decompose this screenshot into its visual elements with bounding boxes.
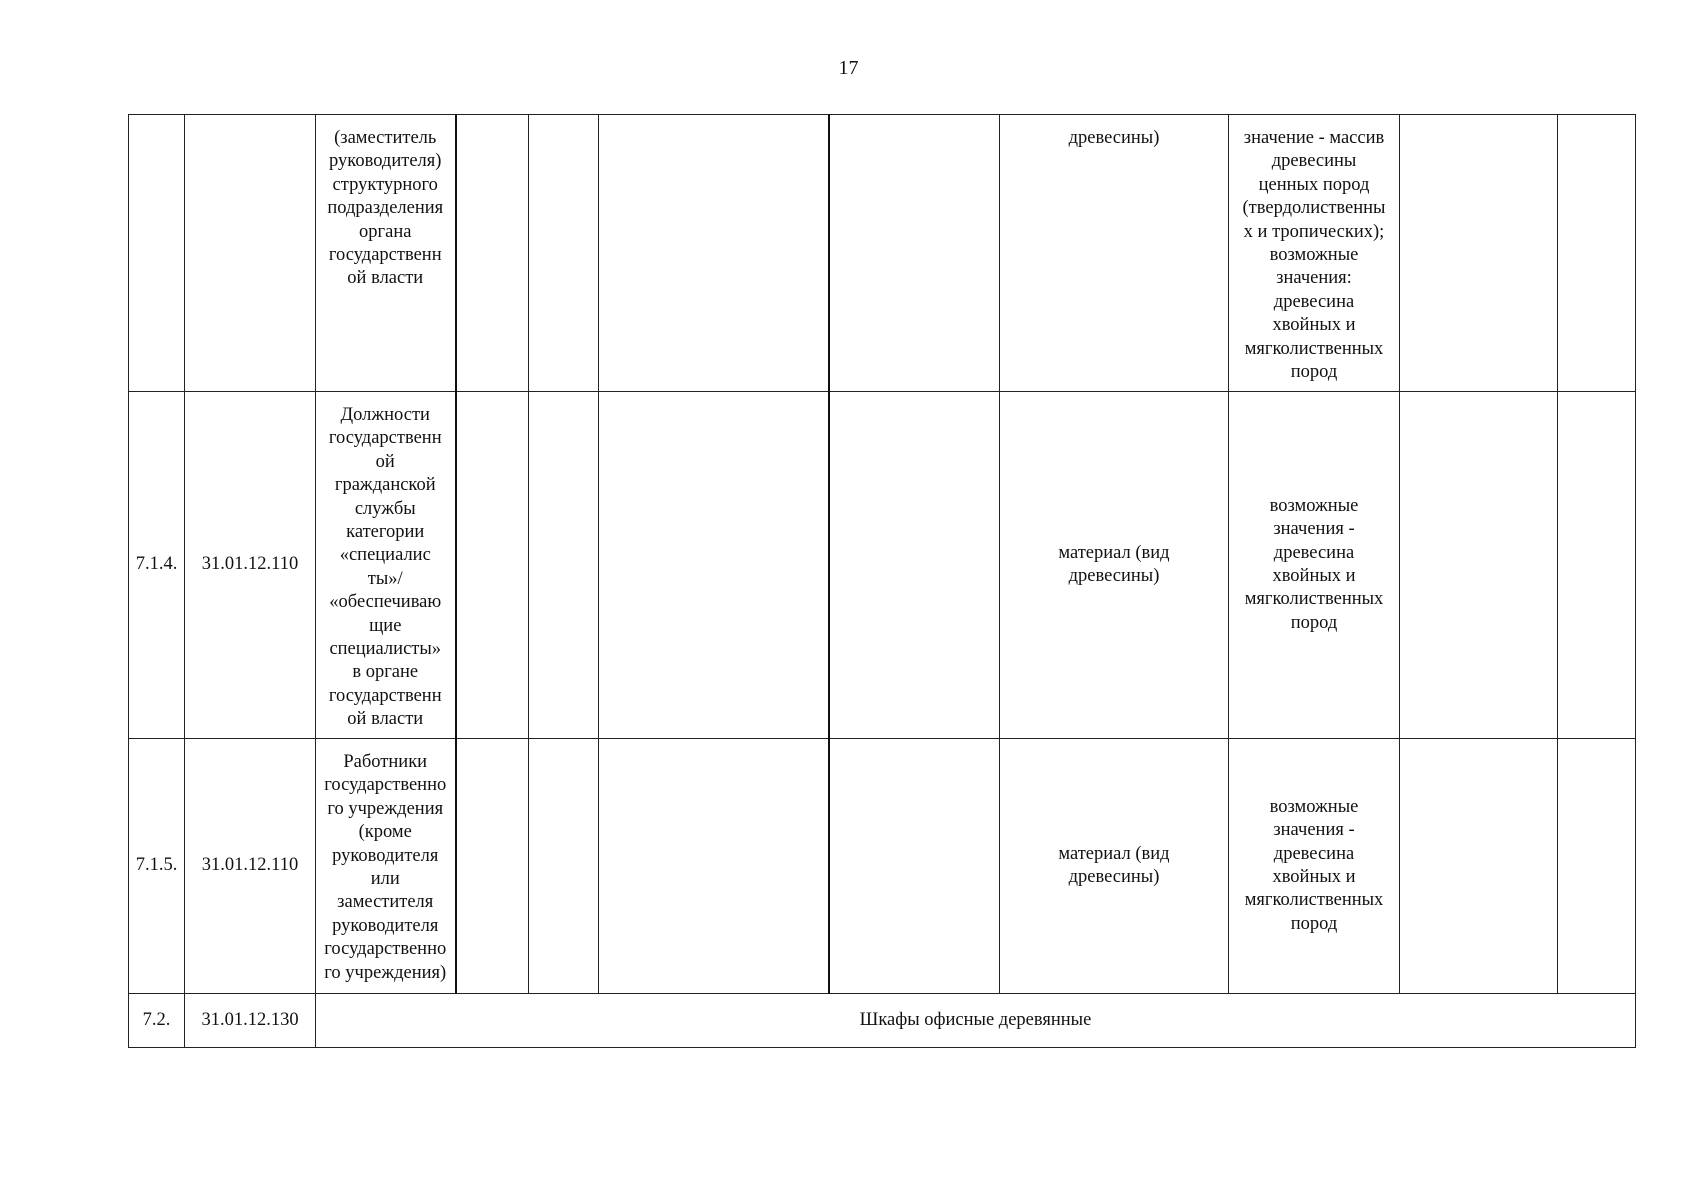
empty-cell xyxy=(1558,739,1636,994)
empty-cell xyxy=(829,392,1000,739)
position-category-cell: Работники государственно го учреждения (кроме руководителя или заместителя руководителя государственно го учреждения) xyxy=(316,739,456,994)
table-row xyxy=(129,115,1636,392)
empty-cell xyxy=(1400,739,1558,994)
characteristic-cell: материал (вид древесины) xyxy=(1000,739,1229,994)
empty-cell xyxy=(529,392,599,739)
empty-cell xyxy=(456,739,529,994)
page-number: 17 xyxy=(838,57,859,79)
empty-cell xyxy=(1558,115,1636,392)
value-cell: значение - массив древесины ценных пород (твердолиственны х и тропических); возможные значения: древесина хвойных и мягколиственных пород xyxy=(1229,115,1400,392)
table-row xyxy=(129,994,1636,1048)
empty-cell xyxy=(599,115,829,392)
row-number-cell: 7.1.5. xyxy=(129,739,185,994)
position-category-cell: (заместитель руководителя) структурного подразделения органа государственн ой власти xyxy=(316,115,456,392)
empty-cell xyxy=(456,392,529,739)
row-number-cell xyxy=(129,115,185,392)
value-cell: возможные значения - древесина хвойных и мягколиственных пород xyxy=(1229,739,1400,994)
empty-cell xyxy=(599,392,829,739)
okpd-code-cell: 31.01.12.110 xyxy=(185,392,316,739)
row-number-cell: 7.2. xyxy=(129,994,185,1048)
position-category-cell: Должности государственн ой гражданской службы категории «специалис ты»/ «обеспечиваю щие специалисты» в органе государственн ой власти xyxy=(316,392,456,739)
okpd-code-cell xyxy=(185,115,316,392)
empty-cell xyxy=(829,739,1000,994)
empty-cell xyxy=(529,739,599,994)
row-number-cell: 7.1.4. xyxy=(129,392,185,739)
section-title-cell: Шкафы офисные деревянные xyxy=(316,994,1636,1048)
empty-cell xyxy=(599,739,829,994)
table-row xyxy=(129,739,1636,994)
empty-cell xyxy=(529,115,599,392)
value-cell: возможные значения - древесина хвойных и мягколиственных пород xyxy=(1229,392,1400,739)
table-row xyxy=(129,392,1636,739)
empty-cell xyxy=(1400,392,1558,739)
specification-table xyxy=(128,114,1636,1048)
characteristic-cell: древесины) xyxy=(1000,115,1229,392)
empty-cell xyxy=(1400,115,1558,392)
okpd-code-cell: 31.01.12.130 xyxy=(185,994,316,1048)
empty-cell xyxy=(829,115,1000,392)
characteristic-cell: материал (вид древесины) xyxy=(1000,392,1229,739)
okpd-code-cell: 31.01.12.110 xyxy=(185,739,316,994)
empty-cell xyxy=(456,115,529,392)
empty-cell xyxy=(1558,392,1636,739)
